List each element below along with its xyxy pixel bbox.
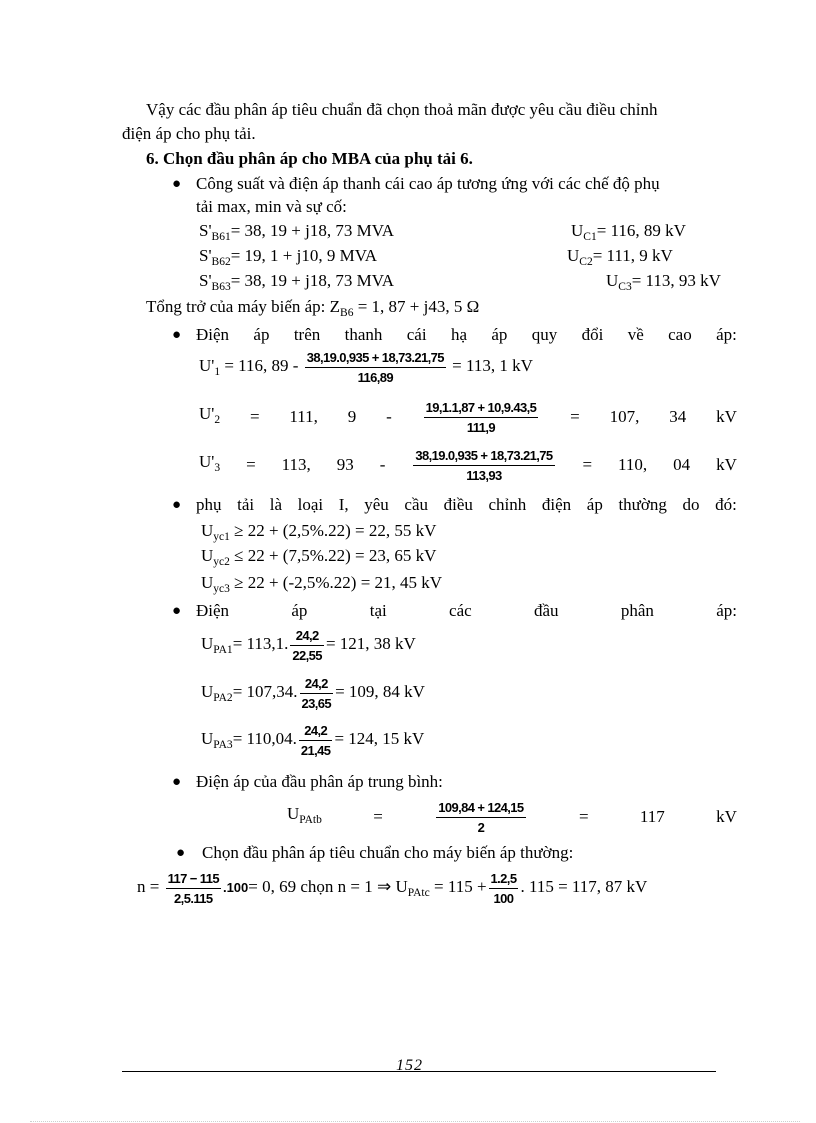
load-row-3-s: $S'_{B63}= 38$, 19 + j18, 73 MVA [199,271,395,293]
bullet5-line: Điện áp của đầu phân áp trung bình: [196,772,443,791]
load-row-3-u: $U_{C3}= 113$, 93 kV [606,271,721,293]
bullet-icon: ● [172,497,182,513]
fraction: $\frac{24,2}{23,65}$ [301,675,332,711]
bullet1-line-1: Công suất và điện áp thanh cái cao áp tương ứng với các chế độ phụ [196,174,660,193]
fraction: $\frac{24,2}{22,55}$ [292,627,322,663]
fraction: $\frac{24,2}{21,45}$ [300,722,331,758]
bullet-icon: ● [172,603,182,619]
final-equation: n = $\frac{117 - 115}{2,5.115}$ .100= 0, 69 chọn n = 1 ⇒ $U_{PAtc} = 115$ + $\frac{1.2,5}{100}$ . 115 = 117, 87 kV [137,870,648,906]
uyc-2: $U_{yc2} \le 22 + (7,5\%.22) = 23$, 65 kV [201,546,437,568]
u-prime-1-equation: $U'_1 = 116$, 89 - $\frac{38,19.0,935 + 18,73.21,75}{116,89}$ = 113, 1 kV [199,349,533,385]
intro-line-1: Vậy các đầu phân áp tiêu chuẩn đã chọn thoả mãn được yêu cầu điều chỉnh [146,100,658,119]
u-prime-3-equation: $U'_3$ = 113, 93 - $\frac{38,19.0,935 + 18,73.21,75}{113,93}$ = 110, 04 kV [199,447,737,483]
fraction: $\frac{109,84 + 124,15}{2}$ [438,799,524,835]
bullet1-line-2: tải max, min và sự cố: [196,197,347,216]
fraction: $\frac{19,1.1,87 + 10,9.43,5}{111,9}$ [425,399,537,435]
bullet3-line: phụ tải là loại I, yêu cầu điều chỉnh điện áp thường do đó: [196,495,737,514]
upa-3-equation: $U_{PA3}= 110,04$. $\frac{24,2}{21,45}$ = 124, 15 kV [201,722,425,758]
impedance-line: Tổng trở của máy biến áp: $Z_{B6} = 1$, 87 + j43, 5 Ω [146,297,480,319]
fraction: $\frac{38,19.0,935 + 18,73.21,75}{113,93}$ [415,447,553,483]
uyc-3: $U_{yc3} \ge 22 + (-2,5\%.22) = 21$, 45 kV [201,573,443,595]
load-row-1-s: $S'_{B61}= 38$, 19 + j18, 73 MVA [199,221,395,243]
fraction: $\frac{38,19.0,935 + 18,73.21,75}{116,89}$ [306,349,444,385]
uyc-1: $U_{yc1} \ge 22 + (2,5\%.22) = 22$, 55 kV [201,521,437,543]
upa-2-equation: $U_{PA2}= 107,34$. $\frac{24,2}{23,65}$ = 109, 84 kV [201,675,425,711]
bullet2-line: Điện áp trên thanh cái hạ áp quy đổi về cao áp: [196,325,737,344]
upatb-equation: $U_{PAtb}$ = $\frac{109,84 + 124,15}{2}$ = 117 kV [287,799,737,835]
section-heading: 6. Chọn đầu phân áp cho MBA của phụ tải 6. [146,149,473,168]
load-row-1-u: $U_{C1}= 116$, 89 kV [571,221,686,243]
upa-1-equation: $U_{PA1}= 113,1$. $\frac{24,2}{22,55}$ = 121, 38 kV [201,627,416,663]
fraction: $\frac{117 - 115}{2,5.115}$ [167,870,219,906]
bullet6-line: Chọn đầu phân áp tiêu chuẩn cho máy biến áp thường: [202,843,574,862]
bullet4-line: Điện áp tại các đầu phân áp: [196,601,737,620]
bullet-icon: ● [176,845,186,861]
bullet-icon: ● [172,327,182,343]
load-row-2-s: $S'_{B62}= 19$, 1 + j10, 9 MVA [199,246,378,268]
footer-rule [122,1071,716,1072]
page-number: 152 [396,1057,423,1074]
bullet-icon: ● [172,774,182,790]
load-row-2-u: $U_{C2}= 111$, 9 kV [567,246,673,268]
u-prime-2-equation: $U'_2$ = 111, 9 - $\frac{19,1.1,87 + 10,9.43,5}{111,9}$ = 107, 34 kV [199,399,737,435]
bullet-icon: ● [172,176,182,192]
fraction: $\frac{1.2,5}{100}$ [490,870,517,906]
page-edge-dots [30,1121,800,1122]
intro-line-2: điện áp cho phụ tải. [122,124,256,143]
